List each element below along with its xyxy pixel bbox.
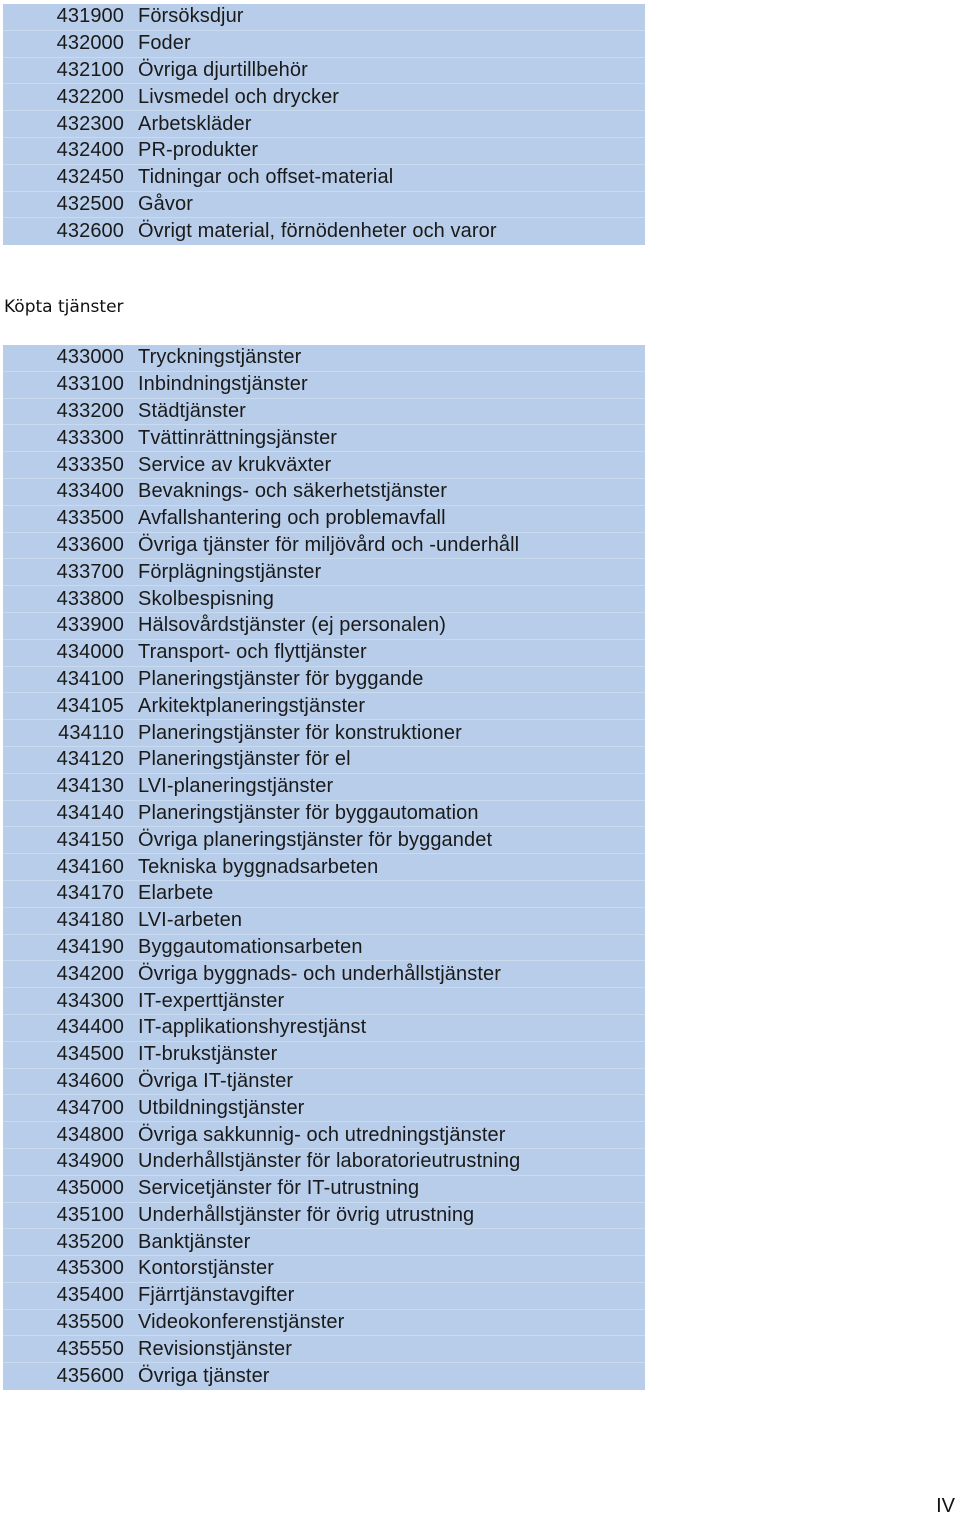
table-row [3, 1336, 645, 1363]
account-name: Inbindningstjänster [138, 373, 308, 396]
table-row [3, 1229, 645, 1256]
account-name: Bevaknings- och säkerhetstjänster [138, 480, 448, 503]
account-name: Övriga tjänster för miljövård och -underhåll [138, 533, 520, 556]
account-name: Utbildningstjänster [138, 1096, 305, 1119]
page-number: IV [936, 1495, 955, 1517]
account-name: LVI-planeringstjänster [138, 775, 334, 798]
account-code: 434150 [56, 828, 124, 851]
table-row [3, 854, 645, 881]
account-code: 432450 [56, 166, 124, 189]
account-code: 434800 [56, 1123, 124, 1146]
account-code: 435000 [56, 1177, 124, 1200]
table-row [3, 506, 645, 533]
table-row [3, 31, 645, 58]
account-name: Avfallshantering och problemavfall [138, 507, 446, 530]
account-code: 432100 [56, 58, 124, 81]
account-code: 434100 [56, 667, 124, 690]
account-code: 433200 [56, 399, 124, 422]
account-code: 435600 [56, 1365, 124, 1388]
table-row [3, 452, 645, 479]
table-row [3, 84, 645, 111]
table-row [3, 345, 645, 372]
account-name: Arbetskläder [138, 112, 252, 135]
table-row [3, 111, 645, 138]
account-code: 433300 [56, 426, 124, 449]
table-row [3, 720, 645, 747]
account-code: 434300 [56, 989, 124, 1012]
account-code: 435200 [56, 1230, 124, 1253]
account-code: 435400 [56, 1284, 124, 1307]
table-row [3, 693, 645, 720]
account-name: IT-brukstjänster [138, 1043, 278, 1066]
account-code: 434400 [56, 1016, 124, 1039]
account-name: Övriga IT-tjänster [138, 1069, 294, 1092]
account-name: Tekniska byggnadsarbeten [138, 855, 379, 878]
table-row [3, 1149, 645, 1176]
account-name: Transport- och flyttjänster [138, 641, 367, 664]
account-name: IT-experttjänster [138, 989, 285, 1012]
table-row [3, 1363, 645, 1390]
account-code: 433800 [56, 587, 124, 610]
account-code: 433700 [56, 560, 124, 583]
account-name: Underhållstjänster för laboratorieutrustning [138, 1150, 521, 1173]
table-row [3, 4, 645, 31]
table-row [3, 1122, 645, 1149]
account-code: 434140 [56, 801, 124, 824]
account-table-purchased-services [3, 345, 645, 1390]
account-name: Kontorstjänster [138, 1257, 275, 1280]
account-name: Foder [138, 32, 191, 55]
table-row [3, 1283, 645, 1310]
account-name: Städtjänster [138, 399, 246, 422]
account-name: Fjärrtjänstavgifter [138, 1284, 295, 1307]
account-code: 433900 [56, 614, 124, 637]
account-name: Byggautomationsarbeten [138, 935, 363, 958]
account-name: Banktjänster [138, 1230, 251, 1253]
account-code: 434600 [56, 1069, 124, 1092]
account-name: PR-produkter [138, 139, 259, 162]
account-code: 431900 [56, 5, 124, 28]
account-name: Servicetjänster för IT-utrustning [138, 1177, 420, 1200]
table-row [3, 533, 645, 560]
account-code: 432500 [56, 192, 124, 215]
account-code: 433350 [56, 453, 124, 476]
table-row [3, 559, 645, 586]
table-row [3, 586, 645, 613]
table-row [3, 935, 645, 962]
account-code: 434190 [56, 935, 124, 958]
table-row [3, 640, 645, 667]
account-name: Planeringstjänster för byggande [138, 667, 424, 690]
account-name: Övriga djurtillbehör [138, 58, 308, 81]
account-name: Övriga tjänster [138, 1365, 270, 1388]
account-name: Gåvor [138, 192, 193, 215]
table-row [3, 774, 645, 801]
table-row [3, 801, 645, 828]
account-name: LVI-arbeten [138, 909, 243, 932]
table-row [3, 1310, 645, 1337]
account-name: IT-applikationshyrestjänst [138, 1016, 367, 1039]
account-name: Service av krukväxter [138, 453, 332, 476]
table-row [3, 1069, 645, 1096]
table-row [3, 1256, 645, 1283]
table-row [3, 399, 645, 426]
account-code: 433500 [56, 507, 124, 530]
account-name: Övriga sakkunnig- och utredningstjänster [138, 1123, 506, 1146]
table-row [3, 1042, 645, 1069]
account-code: 434160 [56, 855, 124, 878]
account-code: 434180 [56, 909, 124, 932]
account-code: 433600 [56, 533, 124, 556]
account-name: Elarbete [138, 882, 214, 905]
account-code: 433100 [56, 373, 124, 396]
table-row [3, 613, 645, 640]
table-row [3, 479, 645, 506]
account-name: Tvättinrättningsjänster [138, 426, 338, 449]
table-row [3, 908, 645, 935]
table-row [3, 988, 645, 1015]
table-row [3, 138, 645, 165]
account-code: 435500 [56, 1311, 124, 1334]
account-name: Videokonferenstjänster [138, 1311, 345, 1334]
account-code: 433400 [56, 480, 124, 503]
account-name: Tidningar och offset-material [138, 166, 394, 189]
table-row [3, 1176, 645, 1203]
account-code: 434000 [56, 641, 124, 664]
account-name: Revisionstjänster [138, 1337, 292, 1360]
account-code: 432000 [56, 32, 124, 55]
account-code: 433000 [56, 346, 124, 369]
table-row [3, 667, 645, 694]
account-name: Arkitektplaneringstjänster [138, 694, 366, 717]
account-code: 434900 [56, 1150, 124, 1173]
account-name: Övriga planeringstjänster för byggandet [138, 828, 493, 851]
account-name: Livsmedel och drycker [138, 85, 340, 108]
table-row [3, 425, 645, 452]
account-name: Hälsovårdstjänster (ej personalen) [138, 614, 446, 637]
account-name: Planeringstjänster för konstruktioner [138, 721, 462, 744]
account-code: 432400 [56, 139, 124, 162]
account-code: 435550 [56, 1337, 124, 1360]
table-row [3, 192, 645, 219]
account-name: Skolbespisning [138, 587, 274, 610]
account-code: 434700 [56, 1096, 124, 1119]
table-row [3, 218, 645, 245]
account-code: 434500 [56, 1043, 124, 1066]
account-code: 434170 [56, 882, 124, 905]
account-name: Underhållstjänster för övrig utrustning [138, 1203, 475, 1226]
table-row [3, 372, 645, 399]
account-code: 432600 [56, 220, 124, 243]
table-row [3, 881, 645, 908]
account-code: 434130 [56, 775, 124, 798]
account-name: Övrigt material, förnödenheter och varor [138, 220, 497, 243]
account-name: Planeringstjänster för byggautomation [138, 801, 479, 824]
table-row [3, 1203, 645, 1230]
account-code: 434110 [58, 721, 124, 744]
account-name: Försöksdjur [138, 5, 244, 28]
table-row [3, 1095, 645, 1122]
table-row [3, 961, 645, 988]
table-row [3, 827, 645, 854]
account-table-materials [3, 4, 645, 245]
table-row [3, 165, 645, 192]
table-row [3, 1015, 645, 1042]
table-row [3, 58, 645, 85]
account-code: 434120 [56, 748, 124, 771]
account-code: 432300 [56, 112, 124, 135]
account-code: 432200 [56, 85, 124, 108]
account-code: 435100 [56, 1203, 124, 1226]
account-name: Planeringstjänster för el [138, 748, 351, 771]
account-code: 434105 [56, 694, 124, 717]
account-name: Övriga byggnads- och underhållstjänster [138, 962, 501, 985]
account-code: 434200 [56, 962, 124, 985]
account-name: Tryckningstjänster [138, 346, 302, 369]
table-row [3, 747, 645, 774]
account-name: Förplägningstjänster [138, 560, 322, 583]
account-code: 435300 [56, 1257, 124, 1280]
section-heading: Köpta tjänster [4, 297, 124, 317]
